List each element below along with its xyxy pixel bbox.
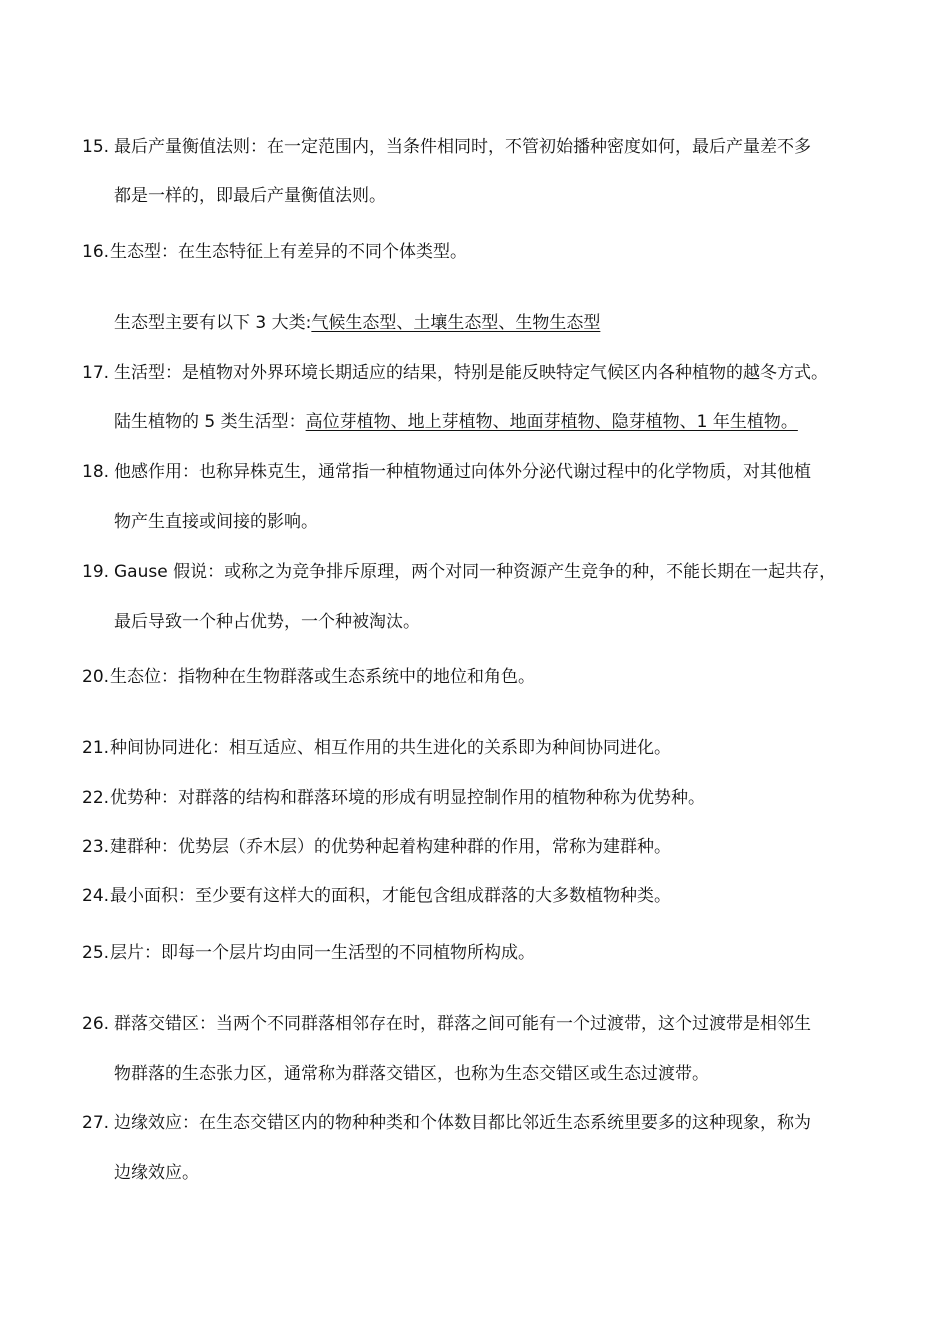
- item-text: 最小面积：至少要有这样大的面积，才能包含组成群落的大多数植物种类。: [110, 886, 671, 906]
- item-text: Gause 假说：或称之为竞争排斥原理，两个对同一种资源产生竞争的种，不能长期在一起共存，: [114, 562, 837, 582]
- item-text: 建群种：优势层（乔木层）的优势种起着构建种群的作用，常称为建群种。: [110, 837, 671, 857]
- item-number: 20.: [82, 667, 110, 687]
- item-text: 优势种：对群落的结构和群落环境的形成有明显控制作用的植物种称为优势种。: [110, 788, 705, 808]
- extra-underlined: 气候生态型、土壤生态型、生物生态型: [311, 313, 601, 333]
- item-number: 23.: [82, 837, 110, 857]
- extra-underlined: 高位芽植物、地上芽植物、地面芽植物、隐芽植物、1 年生植物。: [305, 412, 798, 432]
- item-text: 种间协同进化：相互适应、相互作用的共生进化的关系即为种间协同进化。: [110, 738, 671, 758]
- item-text: 边缘效应。: [114, 1163, 199, 1183]
- item-text: 边缘效应：在生态交错区内的物种种类和个体数目都比邻近生态系统里要多的这种现象，称为: [114, 1113, 811, 1133]
- item-number: 22.: [82, 788, 110, 808]
- item-text: 生态位：指物种在生物群落或生态系统中的地位和角色。: [110, 667, 535, 687]
- item-number: 26.: [82, 1014, 110, 1034]
- item-text: 生活型：是植物对外界环境长期适应的结果，特别是能反映特定气候区内各种植物的越冬方式。: [114, 363, 828, 383]
- item-text: 都是一样的，即最后产量衡值法则。: [114, 186, 386, 206]
- item-text: 生态型：在生态特征上有差异的不同个体类型。: [110, 242, 467, 262]
- item-text: 他感作用：也称异株克生，通常指一种植物通过向体外分泌代谢过程中的化学物质，对其他植: [114, 462, 811, 482]
- item-text: 最后导致一个种占优势，一个种被淘汰。: [114, 612, 420, 632]
- item-number: 15.: [82, 137, 110, 157]
- item-number: 18.: [82, 462, 110, 482]
- item-text: 物产生直接或间接的影响。: [114, 512, 318, 532]
- item-text: 物群落的生态张力区，通常称为群落交错区，也称为生态交错区或生态过渡带。: [114, 1064, 709, 1084]
- item-text: 群落交错区：当两个不同群落相邻存在时，群落之间可能有一个过渡带，这个过渡带是相邻生: [114, 1014, 811, 1034]
- item-number: 27.: [82, 1113, 110, 1133]
- item-number: 16.: [82, 242, 110, 262]
- item-number: 25.: [82, 943, 110, 963]
- item-number: 24.: [82, 886, 110, 906]
- item-text: 层片：即每一个层片均由同一生活型的不同植物所构成。: [110, 943, 535, 963]
- item-number: 21.: [82, 738, 110, 758]
- item-number: 19.: [82, 562, 110, 582]
- item-number: 17.: [82, 363, 110, 383]
- extra-prefix: 陆生植物的 5 类生活型：: [114, 412, 306, 432]
- item-extra-text: [114, 313, 600, 333]
- item-text: 最后产量衡值法则：在一定范围内，当条件相同时，不管初始播种密度如何，最后产量差不多: [114, 137, 811, 157]
- extra-prefix: 生态型主要有以下 3 大类:: [114, 313, 312, 333]
- item-extra-text: [114, 412, 798, 432]
